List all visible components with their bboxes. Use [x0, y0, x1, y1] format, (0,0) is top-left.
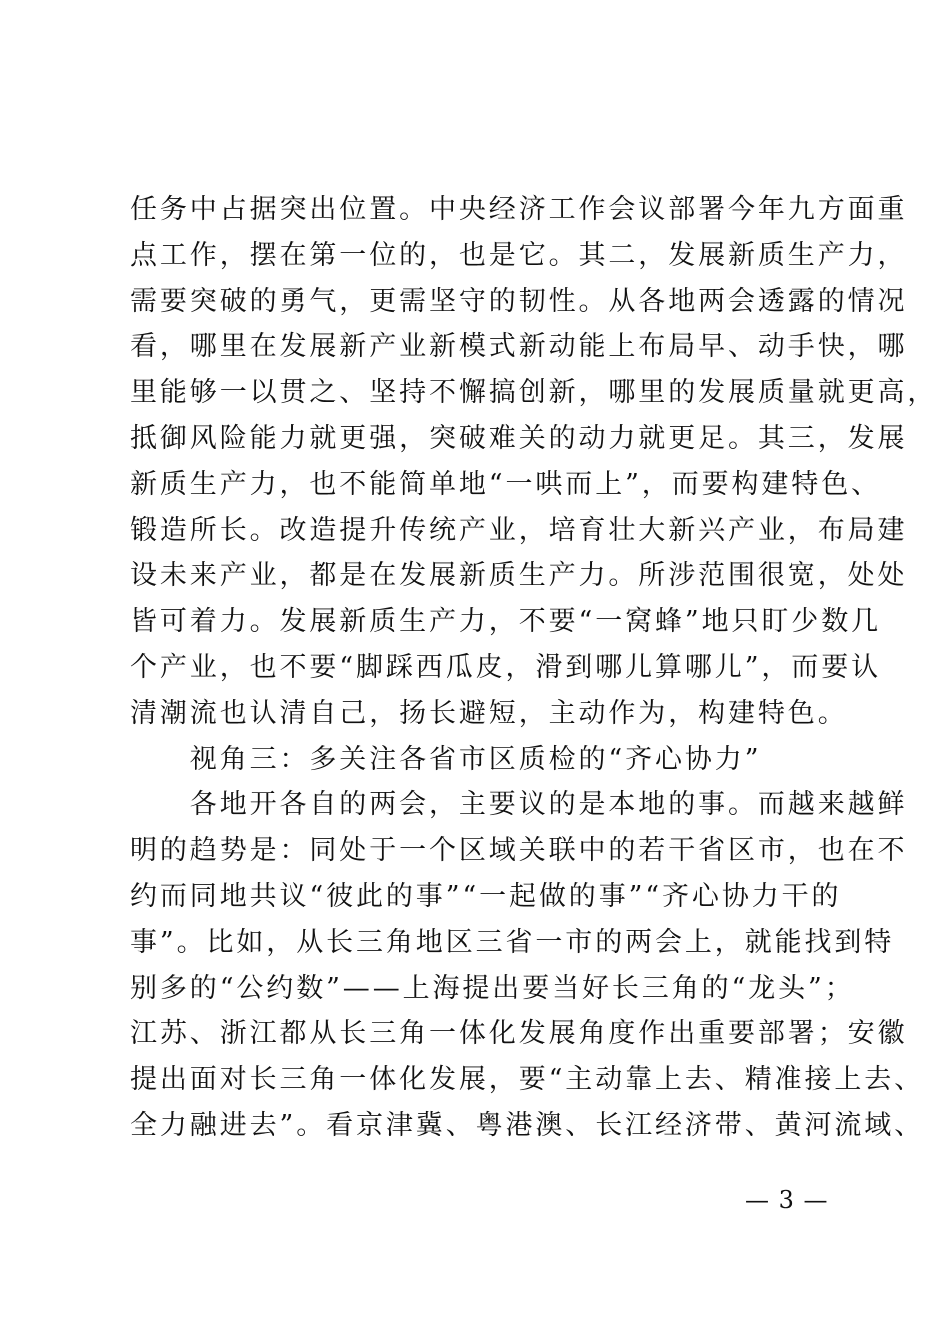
text-line: 明的趋势是：同处于一个区域关联中的若干省区市，也在不: [130, 835, 908, 867]
text-line: 需要突破的勇气，更需坚守的韧性。从各地两会透露的情况: [130, 285, 908, 317]
text-line: 别多的“公约数”——上海提出要当好长三角的“龙头”；: [130, 972, 855, 1004]
text-line: 任务中占据突出位置。中央经济工作会议部署今年九方面重: [130, 194, 908, 225]
text-line: 江苏、浙江都从长三角一体化发展角度作出重要部署；安徽: [130, 1018, 908, 1050]
body-text: [130, 187, 938, 1149]
text-line: 事”。比如，从长三角地区三省一市的两会上，就能找到特: [130, 926, 895, 958]
text-line: 皆可着力。发展新质生产力，不要“一窝蜂”地只盯少数几: [130, 606, 882, 638]
text-line: 设未来产业，都是在发展新质生产力。所涉范围很宽，处处: [130, 560, 908, 592]
page-number: — 3 —: [745, 1186, 829, 1214]
text-line: 各地开各自的两会，主要议的是本地的事。而越来越鲜: [130, 789, 908, 821]
text-line: 个产业，也不要“脚踩西瓜皮，滑到哪儿算哪儿”，而要认: [130, 651, 882, 683]
text-line: 里能够一以贯之、坚持不懈搞创新，哪里的发展质量就更高，: [130, 377, 938, 409]
section-heading: 视角三：多关注各省市区质检的“齐心协力”: [130, 743, 762, 775]
text-line: 新质生产力，也不能简单地“一哄而上”，而要构建特色、: [130, 468, 882, 500]
text-line: 点工作，摆在第一位的，也是它。其二，发展新质生产力，: [130, 239, 908, 271]
text-line: 全力融进去”。看京津冀、粤港澳、长江经济带、黄河流域、: [130, 1109, 925, 1141]
text-line: 清潮流也认清自己，扬长避短，主动作为，构建特色。: [130, 697, 848, 729]
text-line: 约而同地共议“彼此的事”“一起做的事”“齐心协力干的: [130, 880, 842, 912]
text-line: 看，哪里在发展新产业新模式新动能上布局早、动手快，哪: [130, 331, 908, 363]
text-line: 抵御风险能力就更强，突破难关的动力就更足。其三，发展: [130, 422, 908, 454]
text-line: 提出面对长三角一体化发展，要“主动靠上去、精准接上去、: [130, 1064, 925, 1096]
text-line: 锻造所长。改造提升传统产业，培育壮大新兴产业，布局建: [130, 514, 908, 546]
